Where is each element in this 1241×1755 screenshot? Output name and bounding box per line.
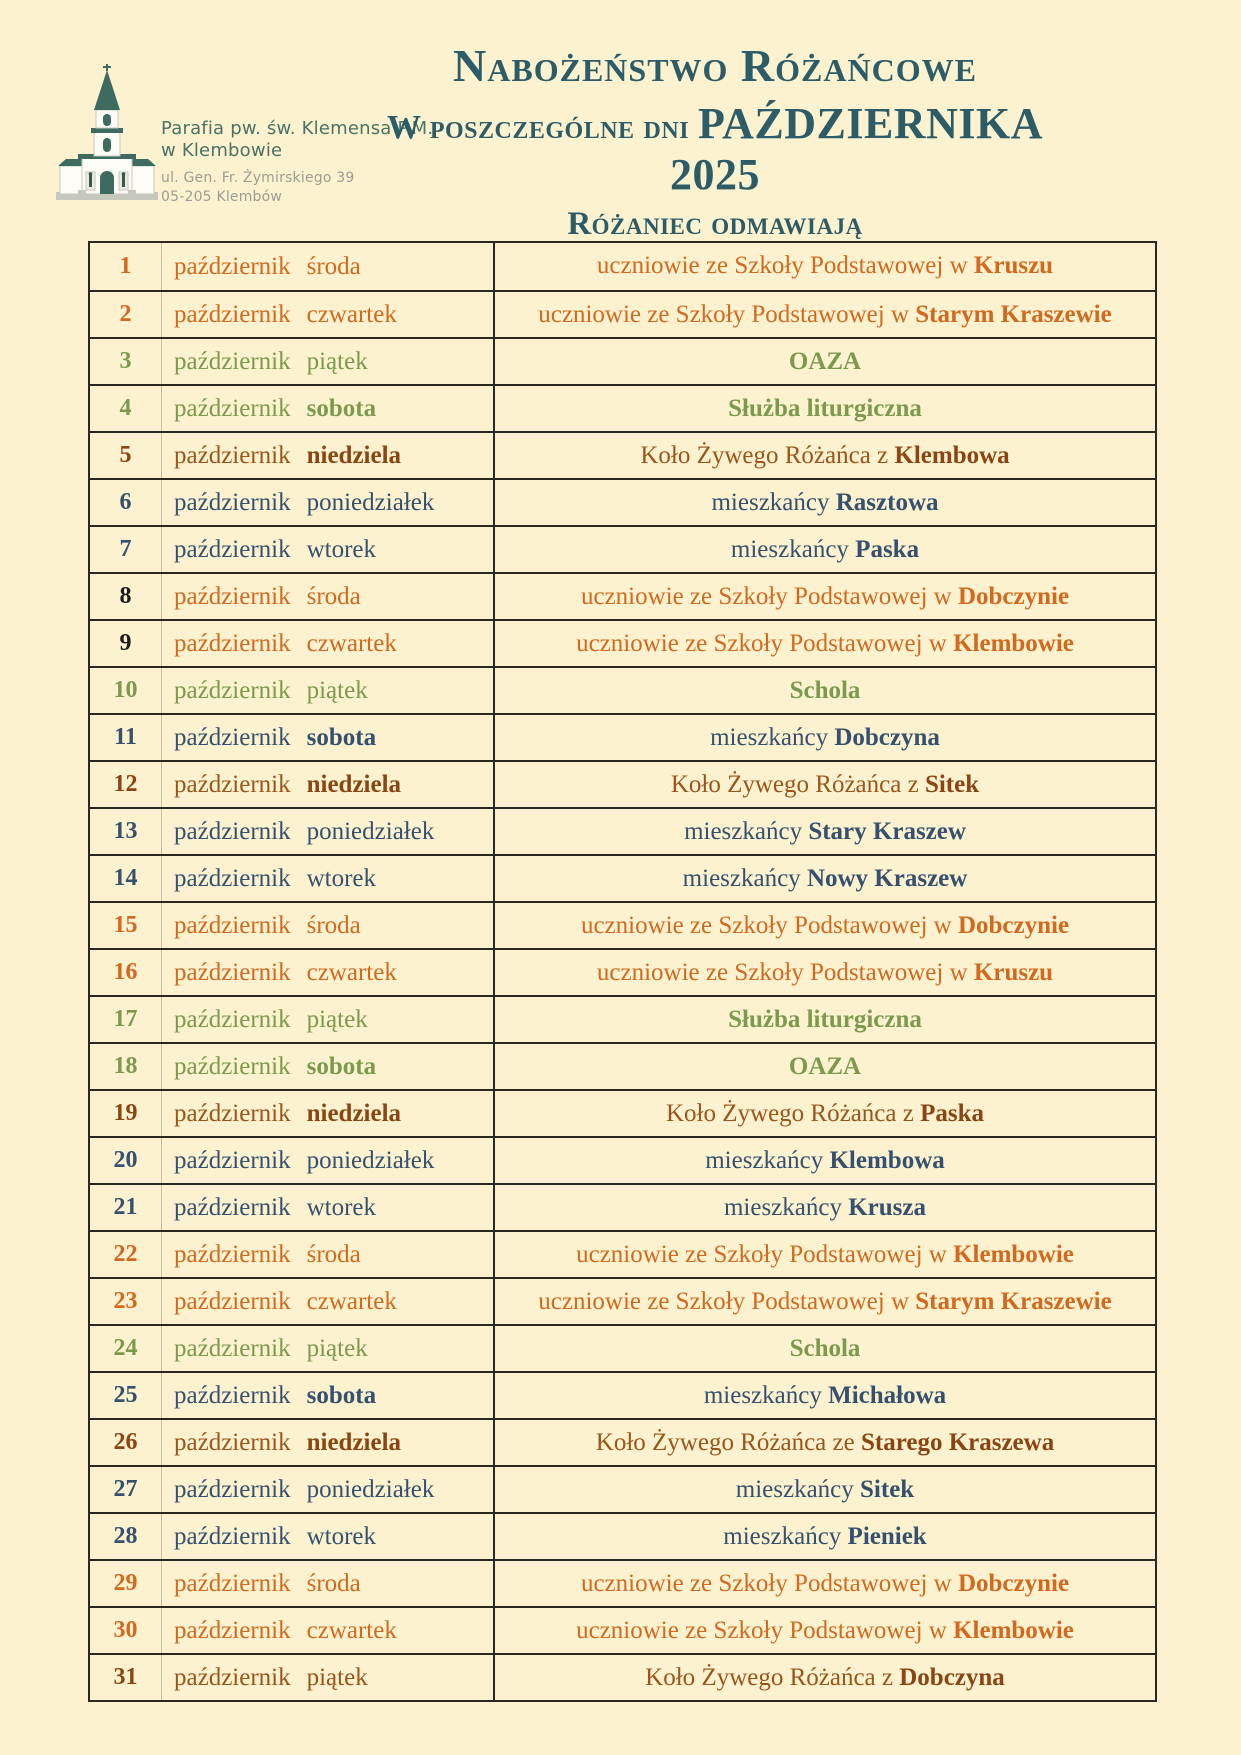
table-row (90, 713, 1155, 760)
group-name: Dobczynie (957, 583, 1070, 610)
group-cell (495, 762, 1155, 807)
date-cell (90, 621, 495, 666)
table-row (90, 995, 1155, 1042)
group-cell (495, 433, 1155, 478)
group-name: Klembowie (953, 1617, 1074, 1644)
table-row (90, 337, 1155, 384)
table-row (90, 854, 1155, 901)
group-prefix: mieszkańcy (682, 865, 807, 892)
date-cell (90, 715, 495, 760)
group-cell (495, 856, 1155, 901)
month-label: październik (174, 1522, 291, 1550)
group-cell (495, 1326, 1155, 1371)
day-number: 17 (90, 997, 162, 1042)
date-cell (90, 1467, 495, 1512)
day-number: 16 (90, 950, 162, 995)
table-row (90, 1653, 1155, 1700)
page-title: Nabożeństwo Różańcowe (453, 40, 977, 91)
month-label: październik (174, 629, 291, 657)
day-number: 19 (90, 1091, 162, 1136)
group-name: Paska (920, 1100, 984, 1127)
table-row (90, 1606, 1155, 1653)
group-prefix: uczniowie ze Szkoły Podstawowej w (596, 959, 974, 986)
group-name: Michałowa (828, 1382, 947, 1409)
weekday-label: środa (306, 252, 361, 280)
group-name: Nowy Kraszew (806, 865, 968, 892)
day-number: 24 (90, 1326, 162, 1371)
day-number: 8 (90, 574, 162, 619)
month-label: październik (174, 1005, 291, 1033)
weekday-label: niedziela (306, 1099, 402, 1127)
group-name: Paska (855, 536, 920, 563)
group-prefix: Koło Żywego Różańca z (640, 442, 895, 469)
group-cell (495, 621, 1155, 666)
church-logo-icon (54, 62, 160, 200)
group-prefix: mieszkańcy (703, 1382, 829, 1409)
weekday-label: niedziela (306, 441, 402, 469)
weekday-label: sobota (306, 1052, 377, 1080)
group-cell (495, 1091, 1155, 1136)
group-cell (495, 809, 1155, 854)
weekday-label: środa (306, 911, 361, 939)
group-cell (495, 715, 1155, 760)
group-cell (495, 1044, 1155, 1089)
weekday-label: poniedziałek (306, 1146, 435, 1174)
group-name: Służba liturgiczna (728, 395, 922, 422)
group-cell (495, 243, 1155, 290)
group-cell (495, 950, 1155, 995)
group-cell (495, 997, 1155, 1042)
month-label: październik (174, 441, 291, 469)
group-prefix: mieszkańcy (710, 724, 835, 751)
date-cell (90, 1420, 495, 1465)
day-number: 30 (90, 1608, 162, 1653)
group-prefix: mieszkańcy (723, 1194, 849, 1221)
group-name: Sitek (924, 771, 980, 798)
date-cell (90, 997, 495, 1042)
date-cell (90, 574, 495, 619)
month-label: październik (174, 911, 291, 939)
date-cell (90, 1091, 495, 1136)
group-name: OAZA (788, 1053, 862, 1080)
day-number: 12 (90, 762, 162, 807)
day-number: 10 (90, 668, 162, 713)
table-row (90, 1277, 1155, 1324)
group-prefix: uczniowie ze Szkoły Podstawowej w (580, 912, 958, 939)
page-subtitle2: Różaniec odmawiają (567, 206, 863, 243)
date-cell (90, 668, 495, 713)
weekday-label: wtorek (306, 864, 377, 892)
date-cell (90, 1326, 495, 1371)
group-prefix: uczniowie ze Szkoły Podstawowej w (580, 583, 958, 610)
weekday-label: sobota (306, 394, 377, 422)
group-prefix: mieszkańcy (705, 1147, 830, 1174)
group-prefix: uczniowie ze Szkoły Podstawowej w (538, 1288, 916, 1315)
weekday-label: wtorek (306, 535, 377, 563)
group-name: Kruszu (973, 252, 1054, 279)
group-prefix: Koło Żywego Różańca z (645, 1664, 900, 1691)
group-name: Służba liturgiczna (728, 1006, 922, 1033)
day-number: 15 (90, 903, 162, 948)
date-cell (90, 1044, 495, 1089)
table-row (90, 572, 1155, 619)
table-row (90, 525, 1155, 572)
month-label: październik (174, 1099, 291, 1127)
month-label: październik (174, 1428, 291, 1456)
date-cell (90, 386, 495, 431)
month-label: październik (174, 817, 291, 845)
date-cell (90, 527, 495, 572)
group-name: Schola (789, 677, 861, 704)
day-number: 2 (90, 292, 162, 337)
group-cell (495, 1138, 1155, 1183)
date-cell (90, 1373, 495, 1418)
table-row (90, 290, 1155, 337)
group-cell (495, 1420, 1155, 1465)
group-cell (495, 1373, 1155, 1418)
month-label: październik (174, 1146, 291, 1174)
group-name: Klembowa (894, 442, 1010, 469)
subtitle-month-year: PAŹDZIERNIKA 2025 (670, 98, 1044, 200)
weekday-label: czwartek (306, 1287, 397, 1315)
day-number: 27 (90, 1467, 162, 1512)
group-prefix: Koło Żywego Różańca z (670, 771, 925, 798)
parish-name-line1: Parafia pw. św. Klemensa P.M. (161, 118, 434, 139)
group-prefix: uczniowie ze Szkoły Podstawowej w (576, 630, 954, 657)
date-cell (90, 243, 495, 290)
table-row (90, 1183, 1155, 1230)
weekday-label: poniedziałek (306, 488, 435, 516)
month-label: październik (174, 1193, 291, 1221)
weekday-label: środa (306, 582, 361, 610)
date-cell (90, 1185, 495, 1230)
day-number: 25 (90, 1373, 162, 1418)
table-row (90, 1089, 1155, 1136)
date-cell (90, 762, 495, 807)
day-number: 20 (90, 1138, 162, 1183)
table-row (90, 1559, 1155, 1606)
table-row (90, 666, 1155, 713)
month-label: październik (174, 1663, 291, 1691)
month-label: październik (174, 488, 291, 516)
group-prefix: uczniowie ze Szkoły Podstawowej w (596, 252, 974, 279)
group-cell (495, 903, 1155, 948)
group-cell (495, 1279, 1155, 1324)
group-name: Stary Kraszew (808, 818, 966, 845)
group-name: Starym Kraszewie (915, 301, 1112, 328)
weekday-label: czwartek (306, 629, 397, 657)
date-cell (90, 809, 495, 854)
group-prefix: mieszkańcy (684, 818, 809, 845)
group-cell (495, 527, 1155, 572)
date-cell (90, 292, 495, 337)
day-number: 9 (90, 621, 162, 666)
month-label: październik (174, 1569, 291, 1597)
date-cell (90, 1279, 495, 1324)
day-number: 4 (90, 386, 162, 431)
group-prefix: mieszkańcy (711, 489, 836, 516)
weekday-label: czwartek (306, 300, 397, 328)
group-prefix: Koło Żywego Różańca z (666, 1100, 921, 1127)
group-cell (495, 339, 1155, 384)
table-row (90, 760, 1155, 807)
weekday-label: środa (306, 1240, 361, 1268)
table-row (90, 948, 1155, 995)
table-row (90, 1418, 1155, 1465)
weekday-label: piątek (306, 1005, 368, 1033)
month-label: październik (174, 394, 291, 422)
weekday-label: piątek (306, 1334, 368, 1362)
month-label: październik (174, 723, 291, 751)
date-cell (90, 1561, 495, 1606)
group-name: OAZA (788, 348, 862, 375)
schedule-table (88, 241, 1157, 1702)
month-label: październik (174, 300, 291, 328)
day-number: 13 (90, 809, 162, 854)
day-number: 7 (90, 527, 162, 572)
weekday-label: piątek (306, 347, 368, 375)
group-name: Klembowa (829, 1147, 945, 1174)
parish-name-line2: w Klembowie (161, 140, 283, 162)
table-row (90, 1230, 1155, 1277)
group-name: Sitek (860, 1476, 915, 1503)
weekday-label: piątek (306, 1663, 368, 1691)
date-cell (90, 1232, 495, 1277)
month-label: październik (174, 1616, 291, 1644)
group-name: Dobczyna (899, 1664, 1005, 1691)
month-label: październik (174, 1052, 291, 1080)
day-number: 14 (90, 856, 162, 901)
weekday-label: niedziela (306, 1428, 402, 1456)
weekday-label: czwartek (306, 958, 397, 986)
group-name: Klembowie (953, 630, 1074, 657)
month-label: październik (174, 1475, 291, 1503)
day-number: 29 (90, 1561, 162, 1606)
day-number: 5 (90, 433, 162, 478)
group-prefix: uczniowie ze Szkoły Podstawowej w (576, 1241, 954, 1268)
table-row (90, 901, 1155, 948)
group-name: Starym Kraszewie (915, 1288, 1112, 1315)
day-number: 31 (90, 1655, 162, 1700)
day-number: 28 (90, 1514, 162, 1559)
group-cell (495, 668, 1155, 713)
table-row (90, 1512, 1155, 1559)
group-name: Dobczynie (957, 912, 1070, 939)
table-row (90, 384, 1155, 431)
month-label: październik (174, 252, 291, 280)
group-cell (495, 1561, 1155, 1606)
group-cell (495, 292, 1155, 337)
group-cell (495, 1467, 1155, 1512)
day-number: 1 (90, 243, 162, 290)
group-cell (495, 1232, 1155, 1277)
group-prefix: Koło Żywego Różańca ze (595, 1429, 861, 1456)
group-prefix: uczniowie ze Szkoły Podstawowej w (580, 1570, 958, 1597)
group-cell (495, 574, 1155, 619)
title-block (345, 40, 1085, 243)
group-name: Kruszu (973, 959, 1054, 986)
group-prefix: mieszkańcy (735, 1476, 861, 1503)
group-prefix: mieszkańcy (723, 1523, 848, 1550)
day-number: 22 (90, 1232, 162, 1277)
day-number: 23 (90, 1279, 162, 1324)
group-prefix: uczniowie ze Szkoły Podstawowej w (576, 1617, 954, 1644)
table-row (90, 807, 1155, 854)
day-number: 3 (90, 339, 162, 384)
weekday-label: czwartek (306, 1616, 397, 1644)
weekday-label: sobota (306, 723, 377, 751)
group-cell (495, 480, 1155, 525)
month-label: październik (174, 1381, 291, 1409)
date-cell (90, 433, 495, 478)
date-cell (90, 480, 495, 525)
date-cell (90, 339, 495, 384)
month-label: październik (174, 770, 291, 798)
weekday-label: piątek (306, 676, 368, 704)
table-row (90, 431, 1155, 478)
group-cell (495, 1185, 1155, 1230)
group-name: Krusza (848, 1194, 927, 1221)
weekday-label: wtorek (306, 1522, 377, 1550)
month-label: październik (174, 1287, 291, 1315)
month-label: październik (174, 582, 291, 610)
day-number: 18 (90, 1044, 162, 1089)
weekday-label: środa (306, 1569, 361, 1597)
group-cell (495, 1655, 1155, 1700)
day-number: 6 (90, 480, 162, 525)
group-name: Rasztowa (835, 489, 939, 516)
group-prefix: uczniowie ze Szkoły Podstawowej w (538, 301, 916, 328)
table-row (90, 1136, 1155, 1183)
group-cell (495, 386, 1155, 431)
month-label: październik (174, 864, 291, 892)
date-cell (90, 1655, 495, 1700)
weekday-label: poniedziałek (306, 817, 435, 845)
group-prefix: mieszkańcy (730, 536, 856, 563)
table-row (90, 478, 1155, 525)
month-label: październik (174, 958, 291, 986)
group-name: Klembowie (953, 1241, 1074, 1268)
month-label: październik (174, 347, 291, 375)
table-row (90, 1371, 1155, 1418)
date-cell (90, 903, 495, 948)
parish-address-line2: 05-205 Klembów (161, 188, 283, 205)
day-number: 21 (90, 1185, 162, 1230)
weekday-label: niedziela (306, 770, 402, 798)
date-cell (90, 856, 495, 901)
date-cell (90, 1608, 495, 1653)
page-subtitle (345, 98, 1085, 202)
date-cell (90, 950, 495, 995)
day-number: 26 (90, 1420, 162, 1465)
group-name: Dobczynie (957, 1570, 1070, 1597)
group-cell (495, 1514, 1155, 1559)
parish-address-line1: ul. Gen. Fr. Żymirskiego 39 (161, 170, 355, 187)
day-number: 11 (90, 715, 162, 760)
month-label: październik (174, 1240, 291, 1268)
weekday-label: poniedziałek (306, 1475, 435, 1503)
table-row (90, 1042, 1155, 1089)
table-row (90, 1324, 1155, 1371)
group-name: Starego Kraszewa (860, 1429, 1055, 1456)
date-cell (90, 1138, 495, 1183)
group-name: Schola (789, 1335, 861, 1362)
date-cell (90, 1514, 495, 1559)
subtitle-small: W poszczególne dni (386, 108, 699, 146)
group-name: Dobczyna (834, 724, 940, 751)
group-cell (495, 1608, 1155, 1653)
month-label: październik (174, 535, 291, 563)
weekday-label: sobota (306, 1381, 377, 1409)
table-row (90, 619, 1155, 666)
group-name: Pieniek (847, 1523, 927, 1550)
table-row (90, 243, 1155, 290)
table-row (90, 1465, 1155, 1512)
weekday-label: wtorek (306, 1193, 377, 1221)
month-label: październik (174, 676, 291, 704)
month-label: październik (174, 1334, 291, 1362)
